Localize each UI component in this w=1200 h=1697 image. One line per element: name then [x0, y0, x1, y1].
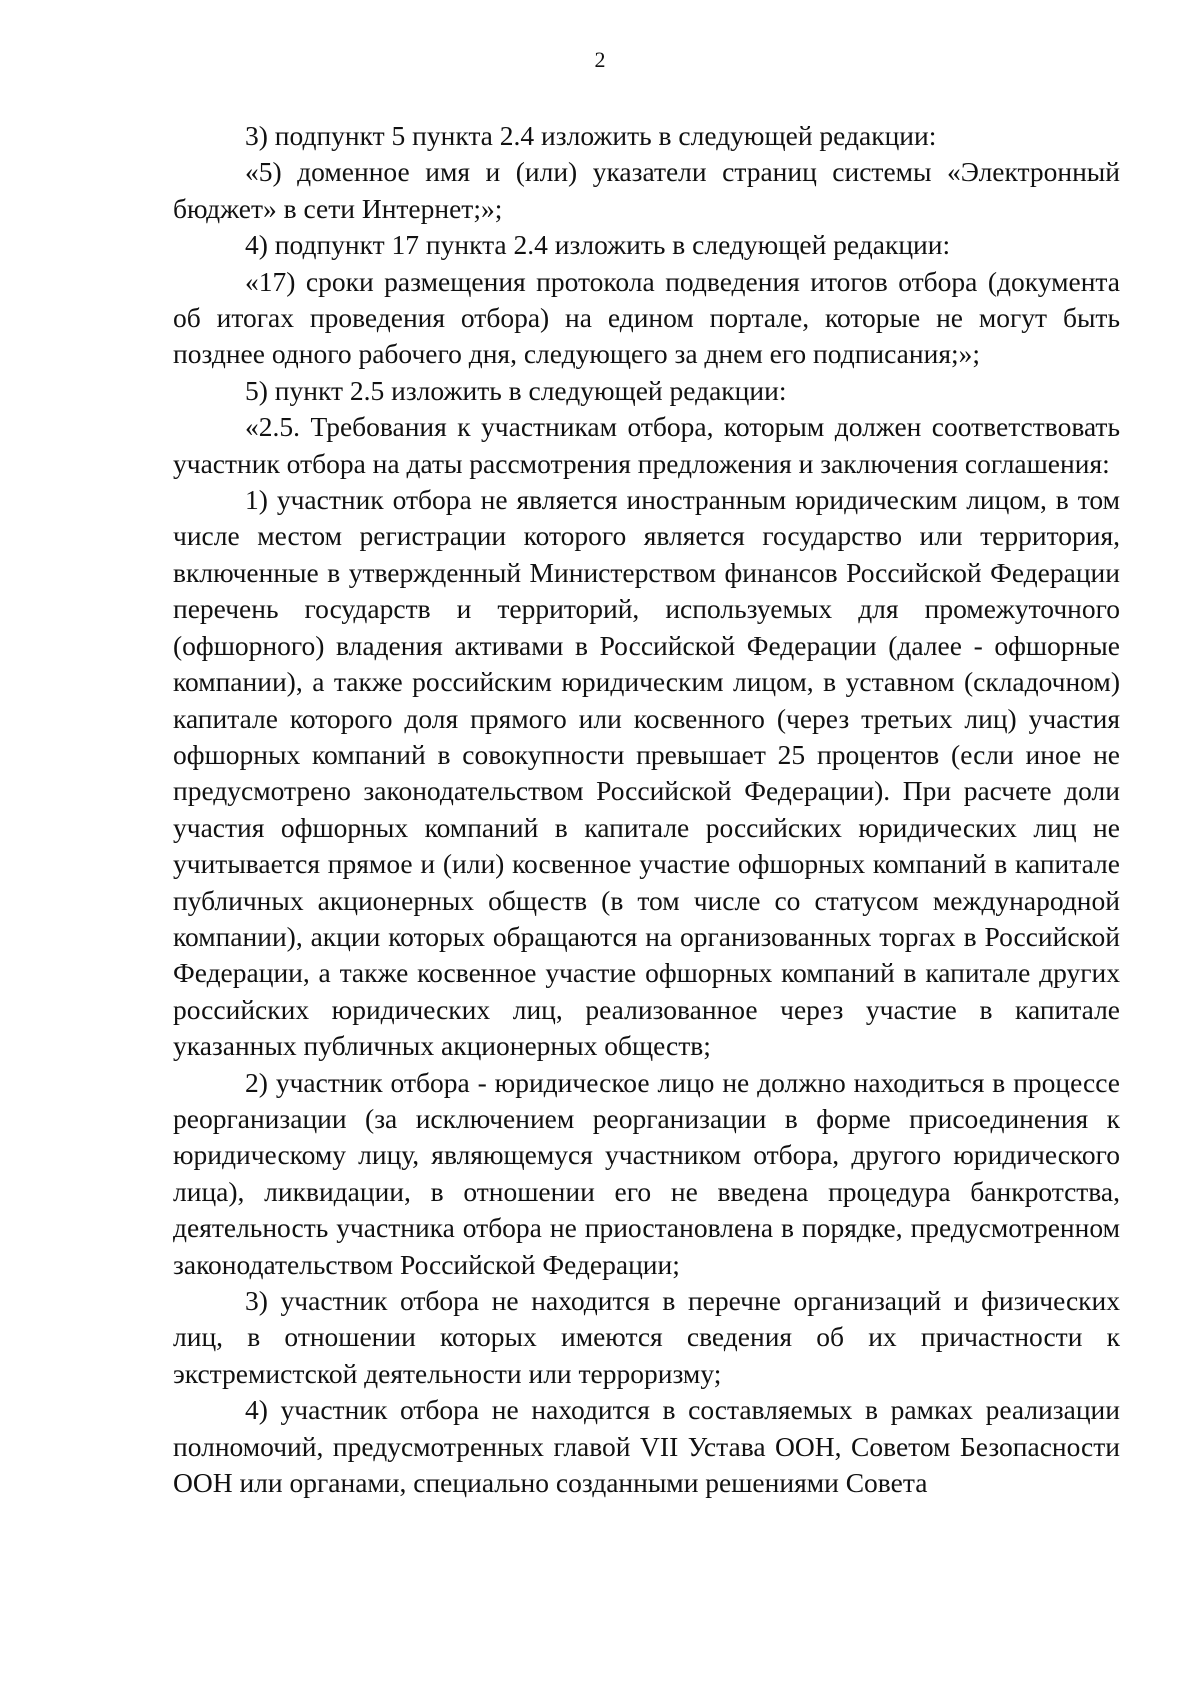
paragraph-requirement-3: 3) участник отбора не находится в перечне организаций и физических лиц, в отношении которых имеются сведения об их причастности к экстремистской деятельности или терроризму;: [173, 1285, 1120, 1389]
paragraph-subclause-3: 3) подпункт 5 пункта 2.4 изложить в следующей редакции:: [245, 120, 937, 151]
paragraph-requirement-4: 4) участник отбора не находится в составляемых в рамках реализации полномочий, предусмотренных главой VII Устава ООН, Советом Безопасности ООН или органами, специально созданными решениями Совета: [173, 1394, 1120, 1499]
paragraph-subclause-5: 5) пункт 2.5 изложить в следующей редакции:: [245, 374, 787, 406]
paragraph-requirement-1: 1) участник отбора не является иностранным юридическим лицом, в том числе местом регистрации которого является государство или территория, включенные в утвержденный Министерством финансов Российской Федерации перечень государств и территорий, используемых для промежуточного (офшорного) владения активами в Российской Федерации (далее - офшорные компании), а также российским юридическим лицом, в уставном (складочном) капитале которого доля прямого или косвенного (через третьих лиц) участия офшорных компаний в совокупности превышает 25 процентов (если иное не предусмотрено законодательством Российской Федерации). При расчете доли участия офшорных компаний в капитале российских юридических лиц не учитывается прямое и (или) косвенное участие офшорных компаний в капитале публичных акционерных обществ (в том числе со статусом международной компании), акции которых обращаются на организованных торгах в Российской Федерации, а также косвенное участие офшорных компаний в капитале других российских юридических лиц, реализованное через участие в капитале указанных публичных акционерных обществ;: [173, 484, 1120, 1062]
page-number: 2: [594, 47, 606, 72]
paragraph-requirements-intro: «2.5. Требования к участникам отбора, которым должен соответствовать участник отбора на даты рассмотрения предложения и заключения соглашения:: [173, 411, 1120, 479]
paragraph-protocol-deadlines: «17) сроки размещения протокола подведения итогов отбора (документа об итогах проведения отбора) на едином портале, которые не могут быть позднее одного рабочего дня, следующего за днем его подписания;»;: [173, 265, 1120, 370]
document-body: [173, 118, 1120, 1501]
paragraph-domain-name: «5) доменное имя и (или) указатели страниц системы «Электронный бюджет» в сети Интернет;»;: [173, 156, 1120, 224]
paragraph-subclause-4: 4) подпункт 17 пункта 2.4 изложить в следующей редакции:: [245, 229, 951, 261]
paragraph-requirement-2: 2) участник отбора - юридическое лицо не должно находиться в процессе реорганизации (за исключением реорганизации в форме присоединения к юридическому лицу, являющемуся участником отбора, другого юридического лица), ликвидации, в отношении его не введена процедура банкротства, деятельность участника отбора не приостановлена в порядке, предусмотренном законодательством Российской Федерации;: [173, 1066, 1120, 1280]
